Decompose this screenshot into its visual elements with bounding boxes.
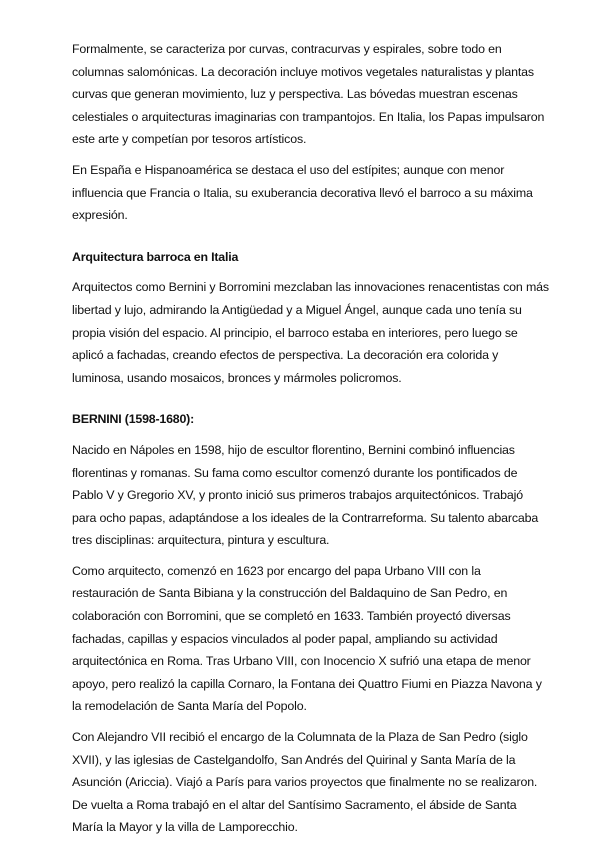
- heading-bernini: BERNINI (1598-1680):: [72, 412, 195, 427]
- paragraph-bernini-architect: Como arquitecto, comenzó en 1623 por encargo del papa Urbano VIII con la restauración de Santa Bibiana y la construcción del Baldaquino de San Pedro, en colaboración con Borromini, que se completó en 1633. También proyectó diversas fachadas, capillas y espacios vinculados al poder papal, ampliando su actividad arquitectónica en Roma. Tras Urbano VIII, con Inocencio X sufrió una etapa de menor apoyo, pero realizó la capilla Cornaro, la Fontana dei Quattro Fiumi en Piazza Navona y la remodelación de Santa María del Popolo.: [72, 563, 542, 714]
- paragraph-baroque-forms: Formalmente, se caracteriza por curvas, contracurvas y espirales, sobre todo en columnas salomónicas. La decoración incluye motivos vegetales naturalistas y plantas curvas que generan movimiento, luz y perspectiva. Las bóvedas muestran escenas celestiales o arquitecturas imaginarias con trampantojos. En Italia, los Papas impulsaron este arte y competían por tesoros artísticos.: [72, 42, 545, 147]
- paragraph-spain-hispanoamerica: En España e Hispanoamérica se destaca el uso del estípites; aunque con menor influencia que Francia o Italia, su exuberancia decorativa llevó el barroco a su máxima expresión.: [72, 162, 533, 223]
- paragraph-architects: Arquitectos como Bernini y Borromini mezclaban las innovaciones renacentistas con más libertad y lujo, admirando la Antigüedad y a Miguel Ángel, aunque cada uno tenía su propia visión del espacio. Al principio, el barroco estaba en interiores, pero luego se aplicó a fachadas, creando efectos de perspectiva. La decoración era colorida y luminosa, usando mosaicos, bronces y mármoles policromos.: [72, 280, 549, 385]
- paragraph-bernini-alejandro: Con Alejandro VII recibió el encargo de la Columnata de la Plaza de San Pedro (siglo XVII), y las iglesias de Castelgandolfo, San Andrés del Quirinal y Santa María de la Asunción (Ariccia). Viajó a París para varios proyectos que finalmente no se realizaron. De vuelta a Roma trabajó en el altar del Santísimo Sacramento, el ábside de Santa María la Mayor y la villa de Lamporecchio.: [72, 730, 538, 835]
- document-page: [72, 38, 550, 839]
- paragraph-bernini-origins: Nacido en Nápoles en 1598, hijo de escultor florentino, Bernini combinó influencias florentinas y romanas. Su fama como escultor comenzó durante los pontificados de Pablo V y Gregorio XV, y pronto inició sus primeros trabajos arquitectónicos. Trabajó para ocho papas, adaptándose a los ideales de la Contrarreforma. Su talento abarcaba tres disciplinas: arquitectura, pintura y escultura.: [72, 442, 539, 548]
- heading-italian-baroque-architecture: Arquitectura barroca en Italia: [72, 249, 239, 264]
